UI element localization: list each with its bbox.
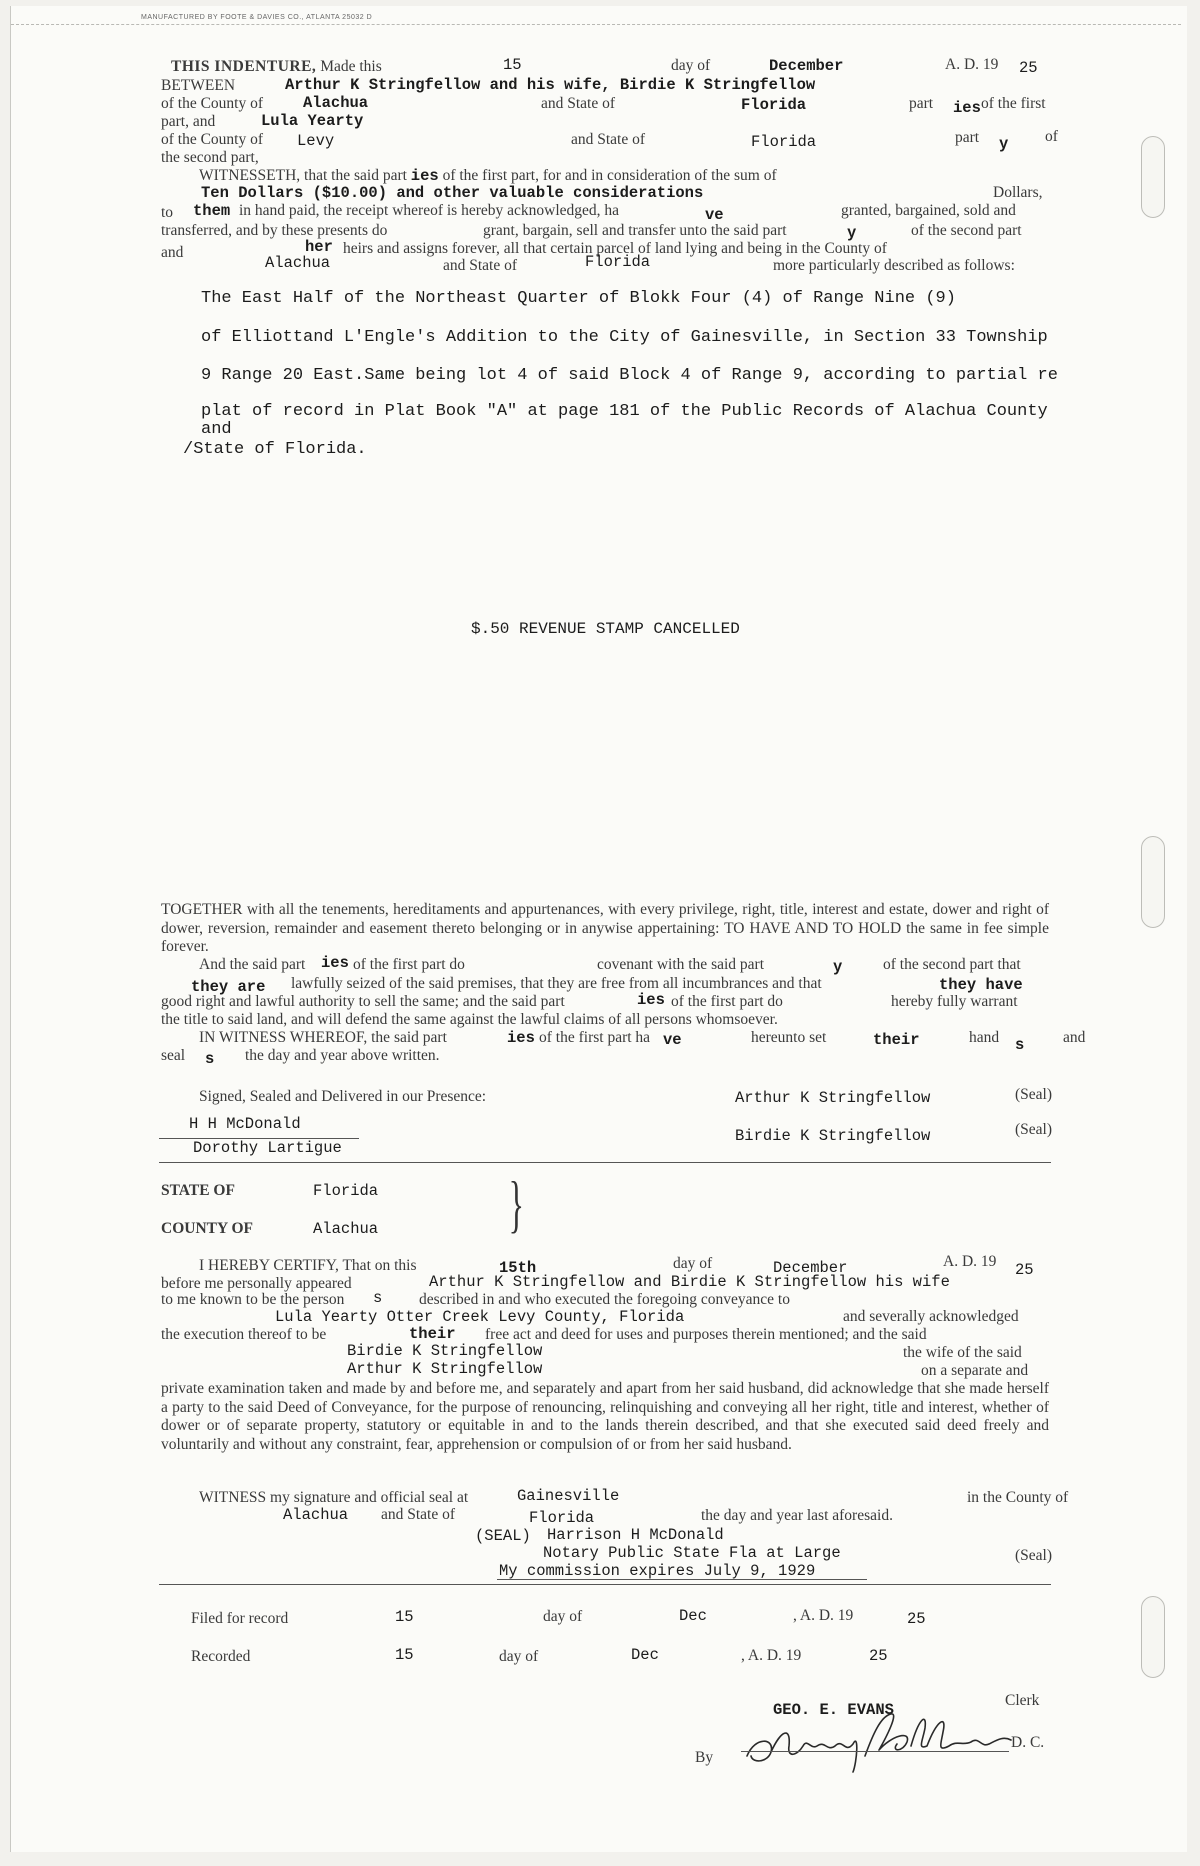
deputy-clerk-signature: [741, 1706, 1013, 1776]
seal-2: (Seal): [1015, 1121, 1053, 1138]
witness-whereof-c: of the first part ha: [539, 1029, 651, 1046]
witnesseth-text-c: of the first part, for and in consideration of the sum of: [442, 167, 777, 184]
grantor-1-signature: Arthur K Stringfellow: [735, 1089, 931, 1107]
of-label: of: [1045, 128, 1058, 145]
manufacturer-line: MANUFACTURED BY FOOTE & DAVIES CO., ATLANTA 25032 D: [141, 14, 373, 21]
part-y: y: [847, 224, 857, 242]
appeared-text: before me personally appeared: [161, 1275, 352, 1292]
land-county: Alachua: [265, 254, 331, 272]
binder-hole-middle: [1141, 836, 1165, 928]
clerk-name: GEO. E. EVANS: [773, 1701, 894, 1719]
dc-label: D. C.: [1011, 1734, 1045, 1751]
grantor-county: Alachua: [303, 94, 369, 112]
state-of-label-3: and State of: [443, 257, 518, 274]
deputy-signature-rule: [741, 1751, 1009, 1752]
warrant-text: hereby fully warrant: [891, 993, 1018, 1010]
filed-year: 25: [907, 1610, 926, 1628]
county-of-label: of the County of: [161, 95, 264, 112]
in-county-text: in the County of: [967, 1489, 1069, 1506]
wife-of-text: the wife of the said: [903, 1344, 1022, 1361]
grantors-names: Arthur K Stringfellow and his wife, Birdie K Stringfellow: [285, 76, 816, 94]
execution-text: the execution thereof to be: [161, 1326, 327, 1343]
severally-text: and severally acknowledged: [843, 1308, 1019, 1325]
receipt-text: in hand paid, the receipt whereof is hereby acknowledged, ha: [239, 202, 620, 219]
revenue-stamp-note: $.50 REVENUE STAMP CANCELLED: [471, 620, 740, 638]
notary-commission: My commission expires July 9, 1929: [499, 1562, 816, 1580]
defend-text: the title to said land, and will defend the same against the lawful claims of all persons whomsoever.: [161, 1011, 778, 1028]
binder-hole-bottom: [1141, 1596, 1165, 1678]
ack-and-state: and State of: [381, 1506, 456, 1523]
ack-county: Alachua: [313, 1220, 379, 1238]
authority-first-part: of the first part do: [671, 993, 783, 1010]
part-label-2: part: [955, 129, 980, 146]
recorded-day-of: day of: [499, 1648, 539, 1665]
grantor-state: Florida: [741, 96, 807, 114]
covenant-c: of the first part do: [353, 956, 465, 973]
together-paragraph: TOGETHER with all the tenements, hereditaments and appurtenances, with every privilege, right, title, interest and estate, dower and right of dower, reversion, remainder and easement thereto belonging or in anywise appertaining: TO HAVE AND TO HOLD the same in fee simple forever.: [161, 901, 1049, 955]
seized-text: lawfully seized of the said premises, that they are free from all incumbrances and that: [291, 975, 822, 992]
free-act-text: free act and deed for uses and purposes therein mentioned; and the said: [485, 1326, 927, 1343]
ack-day: 15th: [499, 1259, 537, 1277]
county-brace: }: [508, 1168, 525, 1239]
ack-county-2: Alachua: [283, 1506, 349, 1524]
filed-label: Filed for record: [191, 1610, 289, 1627]
filed-month: Dec: [679, 1607, 707, 1625]
granted-text: granted, bargained, sold and: [841, 202, 1016, 219]
ack-their: their: [409, 1325, 456, 1343]
legal-line-5: and: [201, 420, 232, 439]
seals-s: s: [205, 1050, 215, 1068]
them-word: them: [193, 202, 231, 220]
notary-seal-right: (Seal): [1015, 1547, 1053, 1564]
covenant-y: y: [833, 958, 843, 976]
seal-label: seal: [161, 1047, 186, 1064]
witness-sig-text: WITNESS my signature and official seal at: [199, 1489, 469, 1506]
recorded-year: 25: [869, 1647, 888, 1665]
hands-s: s: [1015, 1036, 1025, 1054]
authority-ies: ies: [637, 991, 665, 1009]
ack-husband: Arthur K Stringfellow: [347, 1360, 543, 1378]
notary-name: Harrison H McDonald: [547, 1526, 724, 1544]
heirs-text: heirs and assigns forever, all that certain parcel of land lying and being in the County of: [343, 240, 887, 257]
county-of-label-2: of the County of: [161, 131, 264, 148]
authority-text: good right and lawful authority to sell the same; and the said part: [161, 993, 565, 1010]
clerk-label: Clerk: [1005, 1692, 1040, 1709]
ack-state-2: Florida: [529, 1509, 595, 1527]
witness-2: Dorothy Lartigue: [193, 1139, 342, 1157]
binder-hole-top: [1141, 136, 1165, 218]
they-are: they are: [191, 978, 266, 996]
state-of-label: and State of: [541, 95, 616, 112]
grantor-2-signature: Birdie K Stringfellow: [735, 1127, 931, 1145]
day-year-text: the day and year above written.: [245, 1047, 440, 1064]
their-word: their: [873, 1031, 920, 1049]
last-aforesaid: the day and year last aforesaid.: [701, 1507, 893, 1524]
recorded-month: Dec: [631, 1646, 659, 1664]
legal-line-4: plat of record in Plat Book "A" at page 181 of the Public Records of Alachua County: [201, 402, 1048, 421]
grantee-name: Lula Yearty: [261, 112, 364, 130]
day-of-label: day of: [671, 57, 711, 74]
signed-label: Signed, Sealed and Delivered in our Presence:: [199, 1088, 487, 1105]
covenant-a: And the said part: [199, 956, 306, 973]
indenture-label: THIS INDENTURE,: [171, 58, 317, 75]
second-part-text: of the second part: [911, 222, 1022, 239]
certify-text: I HEREBY CERTIFY, That on this: [199, 1257, 417, 1274]
indenture-line: [171, 58, 382, 76]
ad-label: A. D. 19: [945, 56, 999, 73]
dollars-label: Dollars,: [993, 184, 1043, 201]
deed-month: December: [769, 57, 844, 75]
ack-grantee: Lula Yearty Otter Creek Levy County, Florida: [275, 1308, 685, 1326]
persons-s: s: [373, 1289, 383, 1307]
legal-line-2: of Elliottand L'Engle's Addition to the City of Gainesville, in Section 33 Township: [201, 328, 1048, 347]
ack-section-rule: [159, 1584, 1051, 1585]
recorded-label: Recorded: [191, 1648, 251, 1665]
described-executed: described in and who executed the foregoing conveyance to: [419, 1291, 790, 1308]
witnesseth-text-a: WITNESSETH, that the said part: [199, 167, 407, 184]
and-label: and: [161, 244, 184, 261]
state-of-label: STATE OF: [161, 1182, 235, 1199]
deed-page: [10, 6, 1187, 1852]
grantee-county: Levy: [297, 132, 335, 150]
acknowledgment-body: private examination taken and made by and before me, and separately and apart from her said husband, did acknowledge that she made herself a party to the said Deed of Conveyance, for the purpose of renouncing, relinquishing and conveying all her right, title and interest, whether of dower or of separate property, statutory or equitable in and to the lands therein described, and that she executed said deed freely and voluntarily and without any constraint, fear, apprehension or compulsion of or from her said husband.: [161, 1380, 1049, 1453]
witness-whereof-ies: ies: [507, 1029, 535, 1047]
state-of-label-2: and State of: [571, 131, 646, 148]
witness-whereof-a: IN WITNESS WHEREOF, the said part: [199, 1029, 447, 1046]
described-text: more particularly described as follows:: [773, 257, 1015, 274]
deed-day: 15: [503, 56, 522, 74]
grantee-state: Florida: [751, 133, 817, 151]
legal-line-1: The East Half of the Northeast Quarter of Blokk Four (4) of Range Nine (9): [201, 289, 956, 308]
ack-month: December: [773, 1259, 848, 1277]
land-state: Florida: [585, 253, 651, 271]
witnesseth-line: [199, 167, 777, 185]
covenant-f: of the second part that: [883, 956, 1021, 973]
part-label: part: [909, 95, 934, 112]
part-suffix-ies: ies: [953, 99, 981, 117]
they-have: they have: [939, 976, 1023, 994]
notary-seal-label: (SEAL): [475, 1527, 531, 1545]
witnesseth-ies: ies: [410, 167, 439, 185]
ack-wife: Birdie K Stringfellow: [347, 1342, 543, 1360]
made-this-label: Made this: [320, 58, 382, 75]
notary-title: Notary Public State Fla at Large: [543, 1544, 841, 1562]
ack-ad: A. D. 19: [943, 1253, 997, 1270]
to-label: to: [161, 204, 174, 221]
part-and-label: part, and: [161, 113, 216, 130]
notary-rule: [497, 1579, 867, 1580]
seal-1: (Seal): [1015, 1086, 1053, 1103]
witness-1: H H McDonald: [189, 1115, 301, 1133]
recorded-day: 15: [395, 1646, 414, 1664]
between-label: BETWEEN: [161, 77, 236, 94]
filed-day-of: day of: [543, 1608, 583, 1625]
by-label: By: [695, 1749, 714, 1766]
covenant-d: covenant with the said part: [597, 956, 765, 973]
transferred-text: transferred, and by these presents do: [161, 222, 388, 239]
part-suffix-y: y: [999, 135, 1009, 153]
hand-label: hand: [969, 1029, 1000, 1046]
county-of-label: COUNTY OF: [161, 1220, 253, 1237]
hereunto-set: hereunto set: [751, 1029, 827, 1046]
witness-whereof-ve: ve: [663, 1031, 682, 1049]
and-label-2: and: [1063, 1029, 1086, 1046]
known-text: to me known to be the person: [161, 1291, 345, 1308]
legal-line-3: 9 Range 20 East.Same being lot 4 of said Block 4 of Range 9, according to partial re: [201, 366, 1058, 385]
appeared-persons: Arthur K Stringfellow and Birdie K Stringfellow his wife: [429, 1273, 950, 1291]
deed-year: 25: [1019, 59, 1038, 77]
signature-section-rule: [159, 1162, 1051, 1163]
separate-text: on a separate and: [921, 1362, 1029, 1379]
ack-city: Gainesville: [517, 1487, 620, 1505]
grant-text: grant, bargain, sell and transfer unto the said part: [483, 222, 787, 239]
have-suffix: ve: [705, 206, 724, 224]
ack-year: 25: [1015, 1261, 1034, 1279]
of-the-first-label: of the first: [981, 95, 1046, 112]
filed-day: 15: [395, 1608, 414, 1626]
consideration-amount: Ten Dollars ($10.00) and other valuable considerations: [201, 184, 704, 202]
recorded-ad: , A. D. 19: [741, 1647, 802, 1664]
ack-state: Florida: [313, 1182, 379, 1200]
covenant-ies: ies: [321, 954, 349, 972]
filed-ad: , A. D. 19: [793, 1607, 854, 1624]
ack-day-of: day of: [673, 1255, 713, 1272]
legal-line-6: /State of Florida.: [183, 440, 367, 459]
second-part-label: the second part,: [161, 149, 259, 166]
her-word: her: [305, 238, 333, 256]
witness-rule-1: [159, 1138, 359, 1139]
